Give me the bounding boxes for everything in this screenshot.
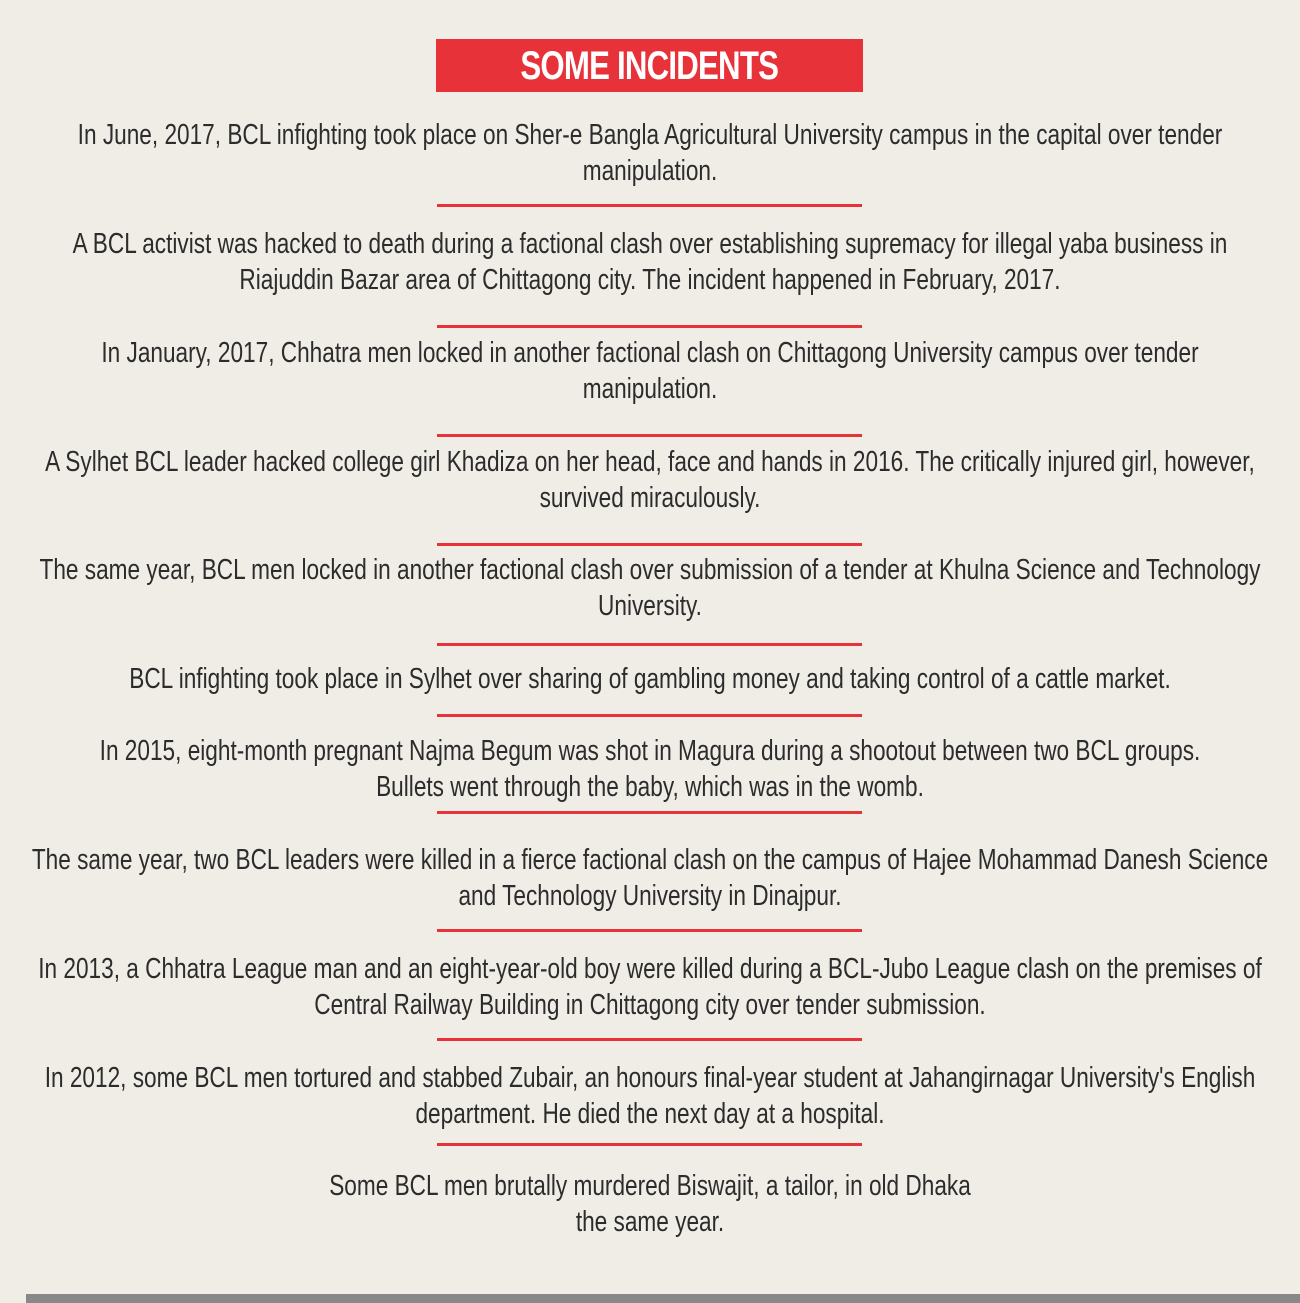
divider — [437, 811, 862, 814]
divider — [437, 204, 862, 207]
incident-text: A BCL activist was hacked to death during a factional clash over establishing supremacy for illegal yaba business in Riajuddin Bazar area of Chittagong city. The incident happened in February, 2017. — [72, 228, 1228, 296]
incident-text: A Sylhet BCL leader hacked college girl Khadiza on her head, face and hands in 2016. The critically injured girl, however, survived miraculously. — [45, 446, 1255, 514]
incident-item — [0, 1060, 1300, 1132]
divider — [437, 643, 862, 646]
incident-item — [0, 226, 1300, 298]
incident-text: In 2015, eight-month pregnant Najma Begum was shot in Magura during a shootout between two BCL groups. Bullets went through the baby, which was in the womb. — [99, 735, 1201, 803]
divider — [437, 929, 862, 932]
incident-item — [0, 951, 1300, 1023]
divider — [437, 1143, 862, 1146]
page-title: SOME INCIDENTS — [520, 43, 779, 88]
incident-item — [0, 552, 1300, 624]
incident-item — [0, 444, 1300, 516]
incident-text: Some BCL men brutally murdered Biswajit, a tailor, in old Dhaka the same year. — [329, 1170, 971, 1238]
incident-text: BCL infighting took place in Sylhet over sharing of gambling money and taking control of a cattle market. — [129, 663, 1171, 695]
title-banner — [436, 39, 863, 92]
incident-text: In 2012, some BCL men tortured and stabbed Zubair, an honours final-year student at Jahangirnagar University's English department. He died the next day at a hospital. — [44, 1062, 1256, 1130]
incident-text: The same year, BCL men locked in another factional clash over submission of a tender at Khulna Science and Technology University. — [39, 554, 1261, 622]
incident-item — [0, 842, 1300, 914]
incident-text: In January, 2017, Chhatra men locked in another factional clash on Chittagong University campus over tender manipulation. — [101, 337, 1199, 405]
incident-text: The same year, two BCL leaders were killed in a fierce factional clash on the campus of Hajee Mohammad Danesh Science and Technology University in Dinajpur. — [31, 844, 1269, 912]
incident-text: In 2013, a Chhatra League man and an eight-year-old boy were killed during a BCL-Jubo League clash on the premises of Central Railway Building in Chittagong city over tender submission. — [38, 953, 1262, 1021]
incident-text: In June, 2017, BCL infighting took place on Sher-e Bangla Agricultural University campus in the capital over tender manipulation. — [77, 119, 1223, 187]
divider — [437, 1038, 862, 1041]
incident-item — [0, 1168, 1300, 1240]
divider — [437, 714, 862, 717]
incident-item — [0, 117, 1300, 189]
incident-item — [0, 661, 1300, 697]
incident-item — [0, 335, 1300, 407]
divider — [437, 543, 862, 546]
bottom-bar — [26, 1294, 1300, 1303]
incident-item — [0, 733, 1300, 805]
divider — [437, 325, 862, 328]
divider — [437, 434, 862, 437]
